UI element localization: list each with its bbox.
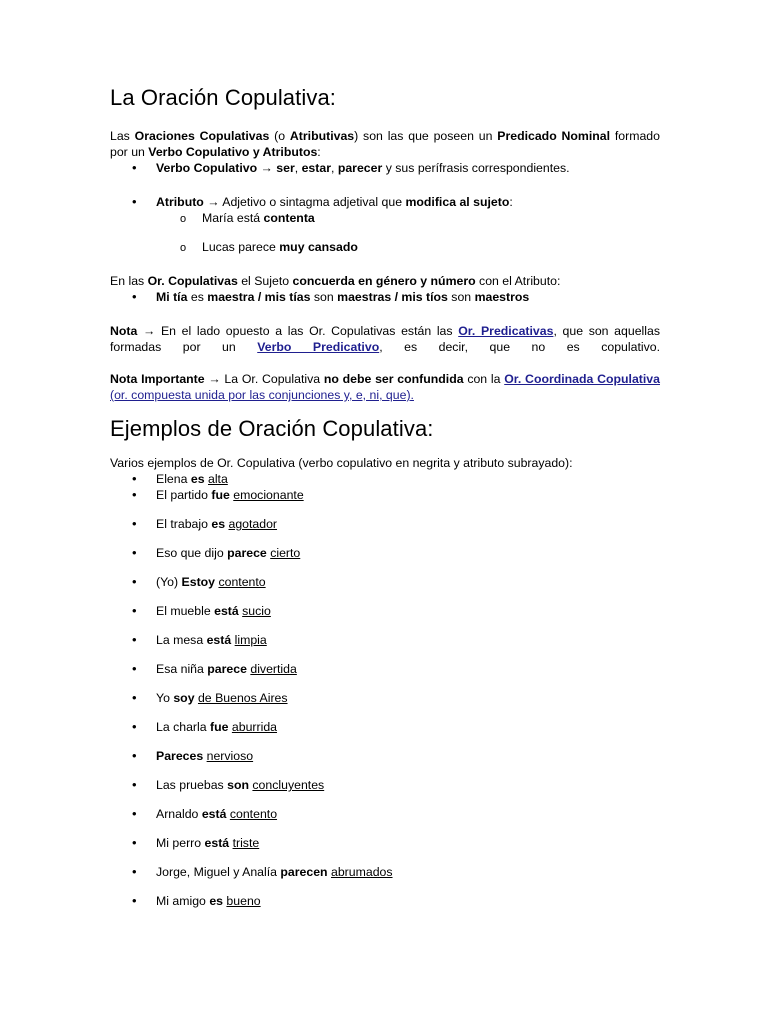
example-subject: Mi perro [156,836,205,850]
bold-term: Oraciones Copulativas [134,129,270,143]
document-content [110,84,660,909]
example-verb: está [206,633,232,647]
example-attribute: bueno [226,894,261,908]
important-note-paragraph [110,371,660,403]
example-subject: El partido [156,488,212,502]
example-attribute: contento [218,575,266,589]
example-subject: El trabajo [156,517,212,531]
example-attribute: sucio [242,604,271,618]
link-or-coordinada-copulativa[interactable]: Or. Coordinada Copulativa [504,372,660,386]
example-item [110,806,660,822]
bold-term: muy cansado [279,240,358,254]
bold-term: Or. Copulativas [147,274,238,288]
intro-paragraph [110,128,660,160]
bold-term: Verbo Copulativo [148,145,250,159]
text: con el Atributo: [475,274,561,288]
example-verb: fue [211,488,230,502]
bold-term: Atributivas [289,129,355,143]
example-item [110,471,660,487]
text: → La Or. Copulativa [204,372,324,386]
bold-term: Mi tía [156,290,188,304]
example-subject: El mueble [156,604,215,618]
text: el Sujeto [237,274,293,288]
bold-term: Verbo Copulativo [156,161,258,175]
section-title: Ejemplos de Oración Copulativa: [110,416,434,441]
example-subject: Esa niña [156,662,208,676]
bold-term: Atributo [156,195,204,209]
example-subject: Arnaldo [156,807,202,821]
example-item [110,545,660,561]
example-item [110,748,660,764]
example-verb: fue [210,720,229,734]
example-subject: La mesa [156,633,207,647]
bold-term: concuerda en género y número [292,274,476,288]
example-verb: está [201,807,227,821]
text: es [187,290,208,304]
example-attribute: de Buenos Aires [197,691,288,705]
bold-term: parecer [337,161,383,175]
example-attribute: agotador [228,517,278,531]
sub-list-item [110,210,660,226]
sub-list-item [110,239,660,255]
text: → Adjetivo o sintagma adjetival que [203,195,406,209]
concord-list [110,289,660,305]
example-item [110,574,660,590]
example-verb: Pareces [156,749,204,763]
example-subject: Mi amigo [156,894,210,908]
example-attribute: emocionante [233,488,304,502]
example-item [110,632,660,648]
text: (o [269,129,290,143]
example-verb: es [209,894,223,908]
text: En las [110,274,148,288]
example-verb: parece [207,662,247,676]
example-attribute: aburrida [231,720,278,734]
arrow: → [257,161,277,175]
example-verb: soy [173,691,195,705]
example-verb: está [214,604,239,618]
examples-list [110,471,660,909]
bold-term: maestra / mis tías [207,290,311,304]
example-item [110,893,660,909]
example-verb: parece [227,546,267,560]
text: y sus perífrasis correspondientes. [382,161,570,175]
text: María está [202,211,264,225]
example-subject: Eso que dijo [156,546,228,560]
bold-term: Nota [110,324,138,338]
list-item-atributo [110,194,660,210]
bold-term: estar [301,161,331,175]
bold-term: y Atributos [252,145,318,159]
example-verb: es [190,472,205,486]
text: , [294,161,302,175]
link-or-predicativas[interactable]: Or. Predicativas [458,324,554,338]
example-item [110,777,660,793]
example-attribute: contento [229,807,278,821]
example-attribute: concluyentes [252,778,325,792]
text: son [447,290,475,304]
bold-term: contenta [263,211,315,225]
example-verb: Estoy [181,575,216,589]
example-item [110,690,660,706]
text: , es decir, que no es copulativo. [379,340,660,354]
page-title: La Oración Copulativa: [110,85,336,110]
example-verb: parecen [280,865,328,879]
definition-list [110,160,660,210]
bold-term: no debe ser confundida [323,372,464,386]
example-attribute: limpia [234,633,267,647]
text: ) son las que poseen un [354,129,498,143]
list-item-verbo [110,160,660,176]
example-subject: Yo [156,691,174,705]
example-verb: es [211,517,226,531]
example-attribute: cierto [270,546,301,560]
example-attribute: divertida [250,662,297,676]
bold-term: ser [276,161,295,175]
link-verbo-predicativo[interactable]: Verbo Predicativo [257,340,380,354]
list-item-concord [110,289,660,305]
example-item [110,603,660,619]
bold-term: modifica al sujeto [405,195,510,209]
example-verb: está [204,836,230,850]
example-item [110,864,660,880]
text: , que son aquellas formadas por un [110,324,660,354]
example-item [110,835,660,851]
concord-paragraph [110,273,660,289]
example-item [110,661,660,677]
sub-example-list [110,210,660,255]
example-item [110,516,660,532]
example-subject: (Yo) [156,575,182,589]
text: → En el lado opuesto a las Or. Copulativas están las [137,324,459,338]
bold-term: maestros [474,290,530,304]
text: Las [110,129,135,143]
text: , [330,161,338,175]
example-verb: son [227,778,249,792]
bold-term: maestras / mis tíos [337,290,448,304]
example-attribute: alta [207,472,228,486]
text: Lucas parece [202,240,280,254]
example-attribute: abrumados [331,865,393,879]
text: : [317,145,321,159]
example-attribute: triste [232,836,260,850]
bold-term: Nota Importante [110,372,205,386]
example-attribute: nervioso [206,749,254,763]
text: con la [463,372,505,386]
bold-term: Predicado Nominal [497,129,611,143]
text: son [310,290,338,304]
text: . [410,388,414,402]
text: : [509,195,513,209]
example-item [110,719,660,735]
example-subject: Elena [156,472,191,486]
examples-intro: Varios ejemplos de Or. Copulativa (verbo copulativo en negrita y atributo subrayado): [110,456,573,470]
text: formado por un [110,129,660,159]
note-paragraph [110,323,660,355]
example-subject: Jorge, Miguel y Analía [156,865,281,879]
example-item [110,487,660,503]
link-conjunciones[interactable]: (or. compuesta unida por las conjunciones y, e, ni, que) [110,388,411,402]
example-subject: La charla [156,720,211,734]
example-subject: Las pruebas [156,778,228,792]
